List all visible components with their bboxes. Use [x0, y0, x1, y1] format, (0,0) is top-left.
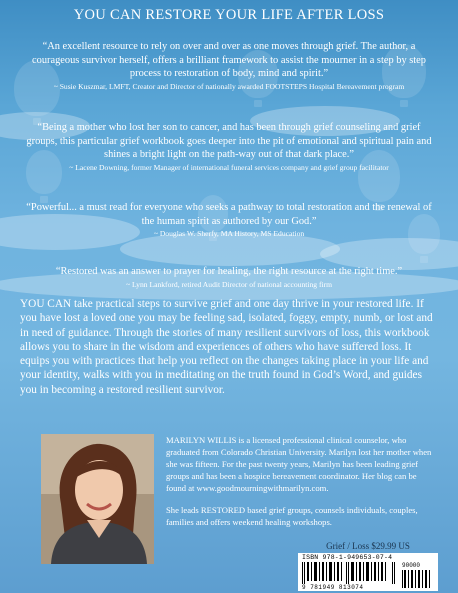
ean-number: 9 781949 813074 [302, 584, 364, 591]
author-portrait-icon [41, 434, 154, 564]
author-photo [41, 434, 154, 564]
bio-paragraph: MARILYN WILLIS is a licensed professional clinical counselor, who graduated from Colorado Christian University. Marilyn lost her mother when she was fifteen. For the past twenty years, Marilyn has been leading grief groups and has been a hospice bereavement coordinator. Her blog can be found at www.goodmourningwithmarilyn.com. [166, 435, 432, 493]
endorsement-quote [22, 40, 436, 92]
price-label: Grief / Loss $29.99 US [326, 541, 410, 551]
quote-attribution: ~ Susie Kuszmar, LMFT, Creator and Director of nationally awarded FOOTSTEPS Hospital Bereavement program [53, 81, 405, 91]
bio-paragraph: She leads RESTORED based grief groups, counsels individuals, couples, families and offers weekend healing workshops. [166, 505, 418, 527]
quote-text: “An excellent resource to rely on over and over as one moves through grief. The author, a courageous survivor herself, offers a brilliant framework to assist the mourner in a step by step process to restoration of body, mind and spirit.” [32, 41, 426, 80]
author-bio [166, 434, 438, 538]
quote-attribution: ~ Lynn Lankford, retired Audit Director of national accounting firm [125, 279, 333, 289]
quote-text: “Being a mother who lost her son to cancer, and has been through grief counseling and grief groups, this particular grief workbook goes deeper into the pit of emotional and spiritual pain and shines a bright light on the path-way out of that dark place.” [26, 122, 432, 161]
quote-attribution: ~ Lacene Downing, former Manager of international funeral services company and grief group facilitator [69, 162, 389, 172]
endorsement-quote [22, 121, 436, 173]
book-description: YOU CAN take practical steps to survive grief and one day thrive in your restored life. If you have lost a loved one you may be feeling sad, isolated, foggy, empty, numb, or lost and in need of guidance. Through the stories of many resilient survivors of loss, this workbook allows you to share in the wisdom and experiences of others who have suffered loss. It equips you with practices that help you reflect on the changes taking place in your life and your identity, walks with you in meditating on the truth found in God’s Word, and guides you in becoming a restored resilient survivor. [20, 298, 433, 396]
endorsement-quote [22, 265, 436, 290]
quote-text: “Restored was an answer to prayer for healing, the right resource at the right time.” [55, 266, 403, 277]
price-addon-number: 90000 [402, 562, 421, 569]
quote-attribution: ~ Douglas W. Sherfy, MA History, MS Education [153, 229, 305, 239]
isbn-number: ISBN 978-1-949653-07-4 [302, 554, 393, 561]
quote-text: “Powerful... a must read for everyone who seeks a pathway to total restoration and the renewal of the human spirit as authored by our God.” [26, 202, 432, 227]
ean-barcode-icon [302, 562, 396, 584]
endorsement-quote [22, 201, 436, 239]
cover-heading: YOU CAN RESTORE YOUR LIFE AFTER LOSS [73, 7, 385, 23]
addon-barcode-icon [402, 570, 432, 588]
isbn-barcode [298, 553, 438, 591]
